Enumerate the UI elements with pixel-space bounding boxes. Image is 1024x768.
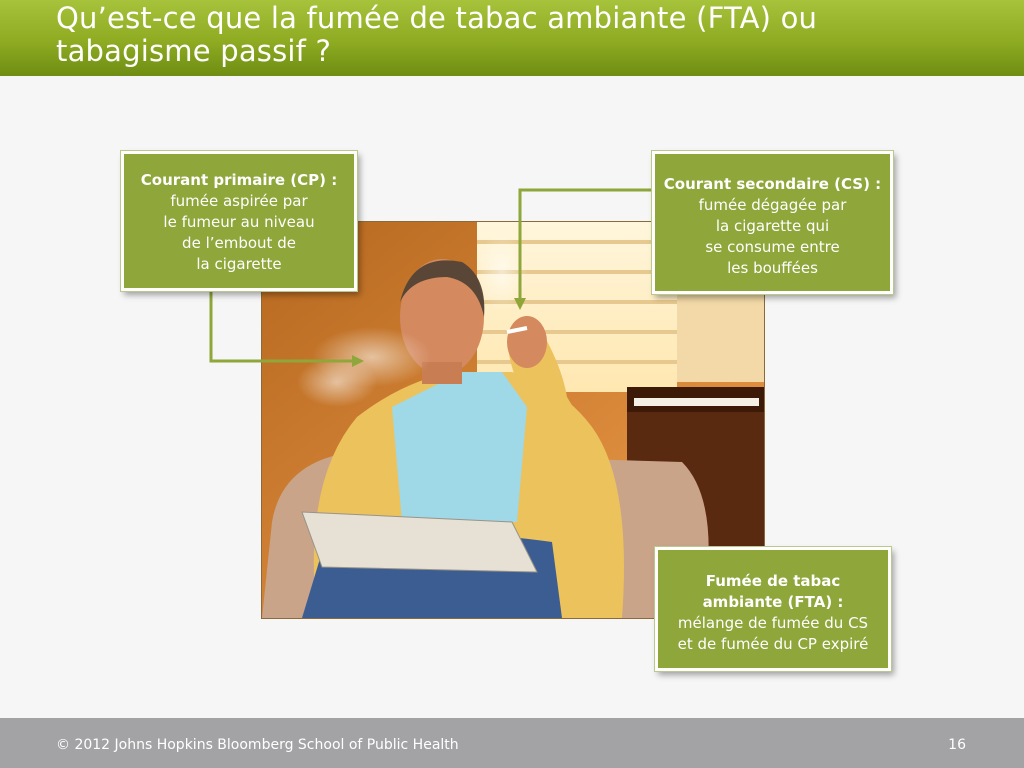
cp-line: fumée aspirée par (170, 192, 308, 210)
cs-line: les bouffées (727, 259, 818, 277)
cp-line: de l’embout de (182, 234, 296, 252)
footer-bar (0, 718, 1024, 768)
copyright-text: © 2012 Johns Hopkins Bloomberg School of Public Health (56, 737, 459, 753)
fta-heading: ambiante (FTA) : (702, 593, 844, 611)
cs-heading: Courant secondaire (CS) : (663, 175, 882, 193)
fta-line: et de fumée du CP expiré (677, 635, 869, 653)
cp-line: la cigarette (196, 255, 282, 273)
callout-environmental-smoke (655, 547, 891, 671)
rising-smoke (477, 232, 527, 312)
cs-line: se consume entre (705, 238, 840, 256)
cp-heading: Courant primaire (CP) : (140, 171, 338, 189)
hand (507, 316, 547, 368)
cs-line: la cigarette qui (715, 217, 830, 235)
callout-primary-stream (121, 151, 357, 291)
callout-sidestream (652, 151, 893, 294)
slide-title-line-1: Qu’est-ce que la fumée de tabac ambiante (FTA) ou (56, 1, 818, 35)
cp-line: le fumeur au niveau (163, 213, 315, 231)
slide-title-line-2: tabagisme passif ? (56, 34, 332, 68)
fta-heading: Fumée de tabac (705, 572, 841, 590)
slide-title (56, 2, 956, 68)
page-number: 16 (948, 737, 966, 753)
cs-line: fumée dégagée par (698, 196, 847, 214)
title-bar (0, 0, 1024, 76)
fta-line: mélange de fumée du CS (677, 614, 869, 632)
